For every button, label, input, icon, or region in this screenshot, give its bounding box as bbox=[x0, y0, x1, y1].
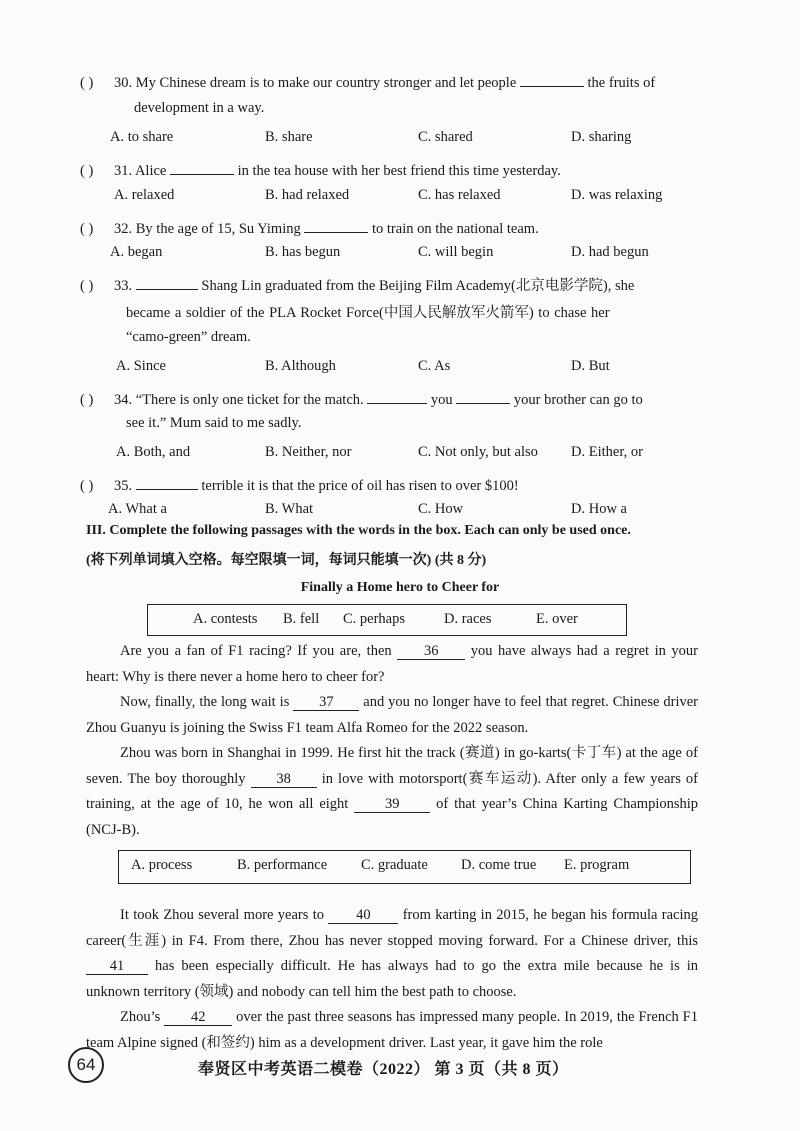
paragraph: Zhou was born in Shanghai in 1999. He first hit the track (赛道) in go-karts(卡丁车) at the age of seven. The boy thoroughly 38 in love with motorsport(赛车运动). After only a few years of training, at the age of 10, he won all eight 39 of that year’s China Karting Championship (NCJ-B). bbox=[86, 745, 699, 838]
option-a: A. Since bbox=[116, 358, 166, 374]
blank-36: 36 bbox=[397, 643, 465, 660]
question-31: ( ) 31. Alice in the tea house with her best friend this time yesterday. bbox=[80, 158, 561, 180]
question-35: ( ) 35. terrible it is that the price of oil has risen to over $100! bbox=[80, 473, 519, 495]
word-option: C. perhaps bbox=[343, 611, 406, 627]
option-d: D. How a bbox=[571, 501, 627, 517]
paragraph: Are you a fan of F1 racing? If you are, then 36 you have always had a regret in your heart: Why is there never a home hero to cheer for? bbox=[86, 643, 698, 685]
word-option: B. performance bbox=[237, 857, 328, 873]
page-footer: 奉贤区中考英语二模卷（2022） 第 3 页（共 8 页） bbox=[198, 1061, 569, 1078]
paragraph: Zhou’s 42 over the past three seasons has impressed many people. In 2019, the French F1 team Alpine signed (和签约) him as a development driver. Last year, it gave him the role bbox=[86, 1009, 698, 1051]
option-c: C. will begin bbox=[418, 244, 494, 260]
answer-blank bbox=[170, 158, 234, 175]
option-a: A. to share bbox=[110, 129, 174, 145]
word-option: A. process bbox=[131, 857, 193, 873]
blank-42: 42 bbox=[164, 1009, 232, 1026]
option-c: C. has relaxed bbox=[418, 187, 501, 203]
page-number-circle: 64 bbox=[68, 1047, 104, 1083]
word-option: D. come true bbox=[461, 857, 537, 873]
option-c: C. Not only, but also bbox=[418, 444, 538, 460]
blank-38: 38 bbox=[251, 771, 317, 788]
blank-40: 40 bbox=[328, 907, 398, 924]
option-d: D. sharing bbox=[571, 129, 632, 145]
word-option: C. graduate bbox=[361, 857, 428, 873]
option-b: B. had relaxed bbox=[265, 187, 350, 203]
option-a: A. What a bbox=[108, 501, 167, 517]
section-heading: III. Complete the following passages with the words in the box. Each can only be used once. bbox=[86, 523, 631, 538]
question-32: ( ) 32. By the age of 15, Su Yiming to train on the national team. bbox=[80, 216, 539, 238]
word-option: E. over bbox=[536, 611, 578, 627]
section-heading-cn: (将下列单词填入空格。每空限填一词，每词只能填一次) (共 8 分) bbox=[86, 553, 487, 568]
option-a: A. began bbox=[110, 244, 163, 260]
word-option: D. races bbox=[444, 611, 492, 627]
word-option: B. fell bbox=[283, 611, 320, 627]
question-34: ( ) 34. “There is only one ticket for the match. you your brother can go to bbox=[80, 387, 643, 409]
paragraph: It took Zhou several more years to 40 from karting in 2015, he began his formula racing career(生涯) in F4. From there, Zhou has never stopped moving forward. For a Chinese driver, this 41 has been especially difficult. He has always had to go the extra mile because he is in unknown territory (领域) and nobody can tell him the best path to choose. bbox=[86, 907, 699, 1000]
option-d: D. But bbox=[571, 358, 610, 374]
option-b: B. What bbox=[265, 501, 314, 517]
option-d: D. was relaxing bbox=[571, 187, 663, 203]
word-box-2 bbox=[118, 850, 691, 884]
option-a: A. relaxed bbox=[114, 187, 175, 203]
word-option: E. program bbox=[564, 857, 630, 873]
option-b: B. share bbox=[265, 129, 313, 145]
word-box-1 bbox=[147, 604, 627, 636]
option-b: B. Although bbox=[265, 358, 336, 374]
answer-blank bbox=[136, 273, 198, 290]
blank-39: 39 bbox=[354, 796, 430, 813]
answer-blank bbox=[456, 387, 510, 404]
question-33: ( ) 33. Shang Lin graduated from the Beijing Film Academy(北京电影学院), she bbox=[80, 273, 634, 295]
paragraph: Now, finally, the long wait is 37 and you no longer have to feel that regret. Chinese driver Zhou Guanyu is joining the Swiss F1 team Alfa Romeo for the 2022 season. bbox=[86, 694, 699, 736]
answer-blank bbox=[304, 216, 368, 233]
blank-37: 37 bbox=[293, 694, 359, 711]
option-b: B. has begun bbox=[265, 244, 341, 260]
answer-blank bbox=[520, 70, 584, 87]
blank-41: 41 bbox=[86, 958, 148, 975]
answer-blank bbox=[367, 387, 427, 404]
option-c: C. shared bbox=[418, 129, 473, 145]
passage-title: Finally a Home hero to Cheer for bbox=[300, 580, 500, 595]
option-b: B. Neither, nor bbox=[265, 444, 352, 460]
answer-blank bbox=[136, 473, 198, 490]
option-d: D. had begun bbox=[571, 244, 649, 260]
word-option: A. contests bbox=[193, 611, 258, 627]
option-c: C. How bbox=[418, 501, 464, 517]
option-d: D. Either, or bbox=[571, 444, 643, 460]
option-c: C. As bbox=[418, 358, 451, 374]
option-a: A. Both, and bbox=[116, 444, 191, 460]
question-30: ( ) 30. My Chinese dream is to make our country stronger and let people the fruits of bbox=[80, 70, 655, 92]
exam-page: ( ) 30. My Chinese dream is to make our country stronger and let people the fruits of development in a way. A. to share B. share C. shared D. sharing ( ) 31. Alice in the tea house with her best friend this time yesterday. A. relaxed B. had relaxed C. has relaxed D. was relaxing ( ) 32. By the age of 15, Su Yiming to train on the national team. A. began B. has begun C. will begin D. had begun ( ) 33. Shang Lin graduated from the Beijing Film Academy(北京电影学院), she became a soldier of the PLA Rocket Force(中国人民解放军火箭军) to chase her “camo-green” dream. A. Since B. Although C. As D. But ( ) 34. “There is only one ticket for the match. you your brother can go to see it.” Mum said to me sadly. A. Both, and B. Neither, nor C. Not only, but also D. Either, or ( ) 35. terrible it is that the price of oil has risen to over $100! A. What a B. What C. How D. How a III. Complete the following passages with the words in the box. Each can only be used once. (将下列单词填入空格。每空限填一词，每词只能填一次) (共 8 分) Finally a Home hero to Cheer for A. contests B. fell C. perhaps D. races E. over Are you a fan of F1 racing? If you are, then 36 you have always had a regret in your heart: Why is there never a home hero to cheer for? Now, finally, the long wait is 37 and you no longer have to feel that regret. Chinese driver Zhou Guanyu is joining the Swiss F1 team Alfa Romeo for the 2022 season. Zhou was born in Shanghai in 1999. He first hit the track (赛道) in go-karts(卡丁车) at the age of seven. The boy thoroughly 38 in love with motorsport(赛车运动). After only a few years of training, at the age of 10, he won all eight 39 of that year’s China Karting Championship (NCJ-B). A. process B. performance C. graduate D. come true E. program It took Zhou several more years to 40 from karting in 2015, he began his formula racing career(生涯) in F4. From there, Zhou has never stopped moving forward. For a Chinese driver, this 41 has been especially difficult. He has always had to go the extra mile because he is in unknown territory (领域) and nobody can tell him the best path to choose. Zhou’s 42 over the past three seasons has impressed many people. In 2019, the French F1 team Alpine signed (和签约) him as a development driver. Last year, it gave him the role 64 奉贤区中考英语二模卷（2022） 第 3 页（共 8 页） bbox=[0, 0, 800, 1131]
